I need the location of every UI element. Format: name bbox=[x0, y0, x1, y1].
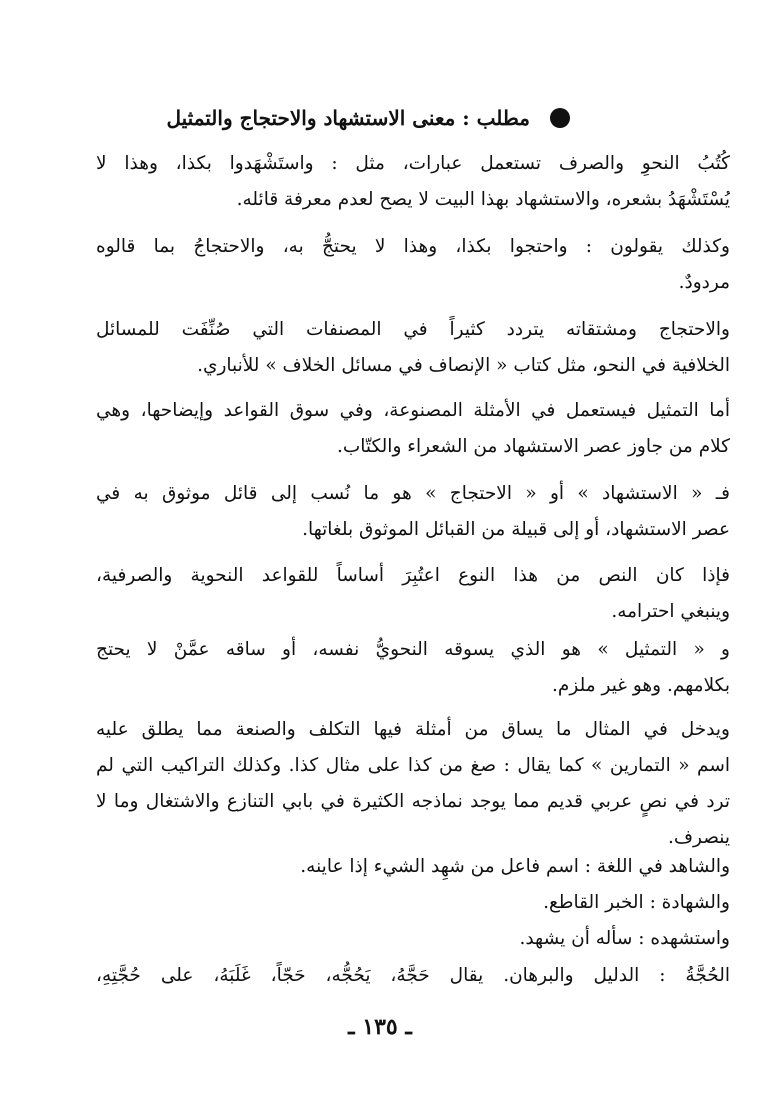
paragraph bbox=[96, 393, 730, 465]
text-line: الحُجَّةُ : الدليل والبرهان. يقال حَجَّهُ، يَحُجُّه، حَجّاً، غَلَبَهُ، على حُجَّتِهِ، bbox=[96, 965, 730, 986]
paragraph bbox=[96, 712, 730, 856]
text-line: فـ « الاستشهاد » أو « الاحتجاج » هو ما نُسب إلى قائل موثوق به في bbox=[96, 483, 730, 504]
text-line: أما التمثيل فيستعمل في الأمثلة المصنوعة، وفي سوق القواعد وإيضاحها، وهي bbox=[96, 400, 730, 421]
paragraph bbox=[96, 229, 730, 301]
text-line: وكذلك يقولون : واحتجوا بكذا، وهذا لا يحتجُّ به، والاحتجاجُ بما قالوه bbox=[96, 236, 730, 257]
section-title: مطلب : معنى الاستشهاد والاحتجاج والتمثيل bbox=[166, 106, 530, 130]
text-line: والاحتجاج ومشتقاته يتردد كثيراً في المصنفات التي صُنِّفَت للمسائل bbox=[96, 319, 730, 340]
definition-line: والشاهد في اللغة : اسم فاعل من شهِد الشيء إذا عاينه. bbox=[300, 856, 730, 877]
page-number: ـ ١٣٥ ـ bbox=[348, 1014, 412, 1040]
definitions-block bbox=[200, 849, 730, 957]
text-line: ويدخل في المثال ما يساق من أمثلة فيها التكلف والصنعة مما يطلق عليه bbox=[96, 719, 730, 740]
text-line: فإذا كان النص من هذا النوع اعتُبِرَ أساساً للقواعد النحوية والصرفية، bbox=[96, 565, 730, 586]
paragraph bbox=[96, 558, 730, 630]
text-line: ينصرف. bbox=[667, 827, 730, 848]
paragraph bbox=[96, 958, 730, 994]
text-line: يُسْتَشْهَدُ بشعره، والاستشهاد بهذا البيت لا يصح لعدم معرفة قائله. bbox=[236, 189, 730, 210]
text-line: ترد في نصٍ عربي قديم مما يوجد نماذجه الكثيرة في بابي التنازع والاشتغال وما لا bbox=[96, 791, 730, 812]
paragraph bbox=[96, 476, 730, 548]
text-line: و « التمثيل » هو الذي يسوقه النحويُّ نفسه، أو ساقه عمَّنْ لا يحتج bbox=[96, 639, 730, 660]
text-line: كلام من جاوز عصر الاستشهاد من الشعراء والكتّاب. bbox=[336, 436, 730, 457]
text-line: وينبغي احترامه. bbox=[611, 601, 730, 622]
text-line: الخلافية في النحو، مثل كتاب « الإنصاف في مسائل الخلاف » للأنباري. bbox=[197, 355, 730, 376]
bullet-dot-icon bbox=[550, 108, 570, 128]
paragraph bbox=[96, 312, 730, 384]
text-line: عصر الاستشهاد، أو إلى قبيلة من القبائل الموثوق بلغاتها. bbox=[302, 519, 730, 540]
text-line: بكلامهم. وهو غير ملزم. bbox=[552, 675, 730, 696]
section-heading bbox=[166, 98, 570, 138]
definition-line: والشهادة : الخبر القاطع. bbox=[543, 892, 730, 913]
paragraph bbox=[96, 146, 730, 218]
definition-line: واستشهده : سأله أن يشهد. bbox=[519, 928, 730, 949]
text-line: كُتُبُ النحوِ والصرف تستعمل عبارات، مثل : واستَشْهَدوا بكذا، وهذا لا bbox=[96, 153, 730, 174]
paragraph bbox=[96, 632, 730, 704]
text-line: اسم « التمارين » كما يقال : صغ من كذا على مثال كذا. وكذلك التراكيب التي لم bbox=[96, 755, 730, 776]
text-line: مردودٌ. bbox=[678, 272, 730, 293]
